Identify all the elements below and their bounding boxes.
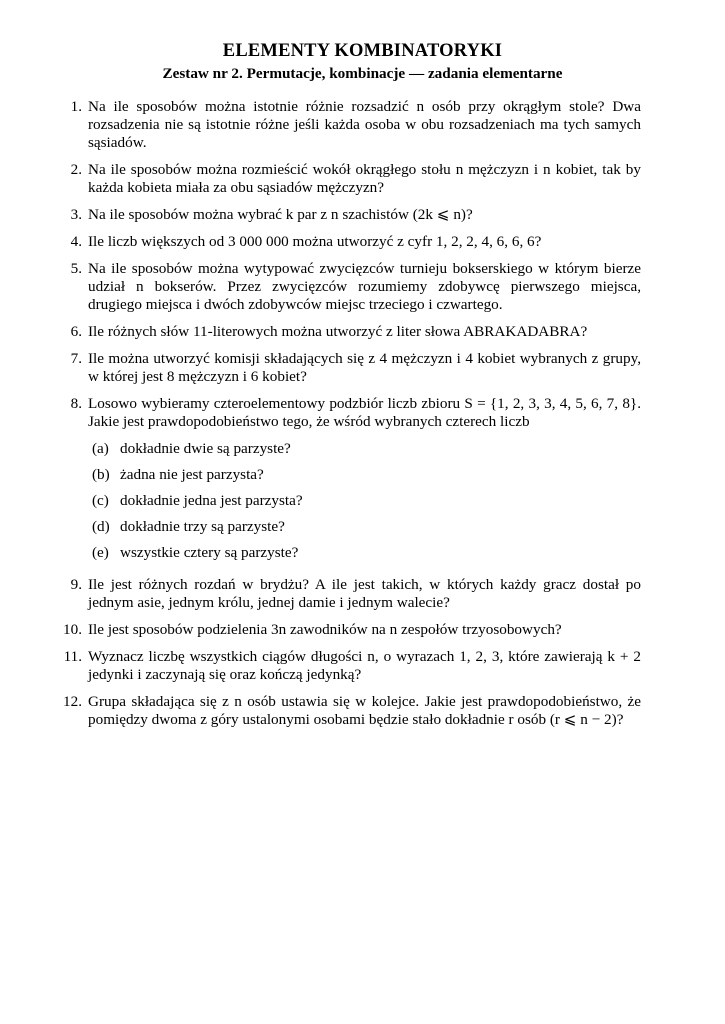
problem-item [0, 621, 641, 639]
subproblem-text: dokładnie jedna jest parzysta? [120, 492, 303, 509]
problem-number: 1. [70, 98, 82, 115]
subproblem-item [0, 544, 620, 562]
problem-text: Ile można utworzyć komisji składających się z 4 mężczyzn i 4 kobiet wybranych z grupy, w której jest 8 mężczyzn i 6 kobiet? [88, 350, 641, 385]
subproblem-text: dokładnie dwie są parzyste? [120, 440, 291, 457]
problem-text: Ile liczb większych od 3 000 000 można utworzyć z cyfr 1, 2, 2, 4, 6, 6, 6? [88, 233, 542, 250]
document-subtitle: Zestaw nr 2. Permutacje, kombinacje — zadania elementarne [162, 65, 563, 82]
problem-item [0, 260, 641, 314]
problem-list [0, 98, 725, 738]
problem-item [0, 161, 641, 197]
subproblem-item [0, 518, 620, 536]
subproblem-text: dokładnie trzy są parzyste? [120, 518, 285, 535]
problem-item [0, 323, 641, 341]
problem-text: Na ile sposobów można wytypować zwycięzców turnieju bokserskiego w którym bierze udział n bokserów. Przez zwycięzców rozumiemy zdobywcę pierwszego miejsca, drugiego miejsca i dwóch zdobywców miejsc trzeciego i czwartego. [88, 260, 641, 313]
problem-text: Ile jest sposobów podzielenia 3n zawodników na n zespołów trzyosobowych? [88, 621, 562, 638]
problem-number: 9. [70, 576, 82, 593]
problem-text: Na ile sposobów można rozmieścić wokół okrągłego stołu n mężczyzn i n kobiet, tak by każda kobieta miała za obu sąsiadów mężczyzn? [88, 161, 641, 196]
problem-number: 5. [70, 260, 82, 277]
problem-number: 7. [70, 350, 82, 367]
problem-text: Ile różnych słów 11-literowych można utworzyć z liter słowa ABRAKADABRA? [88, 323, 588, 340]
problem-item [0, 648, 641, 684]
problem-item [0, 350, 641, 386]
problem-number: 11. [63, 648, 82, 665]
problem-number: 10. [63, 621, 82, 638]
problem-text: Grupa składająca się z n osób ustawia się w kolejce. Jakie jest prawdopodobieństwo, że pomiędzy dwoma z góry ustalonymi osobami będzie stało dokładnie r osób (r ⩽ n − 2)? [88, 693, 641, 728]
problem-number: 2. [70, 161, 82, 178]
subproblem-label: (d) [92, 518, 110, 535]
subproblem-label: (c) [92, 492, 109, 509]
subproblem-text: wszystkie cztery są parzyste? [120, 544, 299, 561]
problem-item [0, 206, 641, 224]
problem-item [0, 395, 641, 431]
problem-text: Ile jest różnych rozdań w brydżu? A ile jest takich, w których każdy gracz dostał po jednym asie, jednym królu, jednej damie i jednym walecie? [88, 576, 641, 611]
problem-number: 8. [70, 395, 82, 412]
problem-number: 4. [70, 233, 82, 250]
subproblem-label: (e) [92, 544, 109, 561]
subproblem-item [0, 492, 620, 510]
problem-text: Na ile sposobów można wybrać k par z n szachistów (2k ⩽ n)? [88, 206, 473, 223]
document-title: ELEMENTY KOMBINATORYKI [222, 41, 503, 61]
problem-item [0, 98, 641, 152]
subproblem-item [0, 466, 620, 484]
subproblem-label: (b) [92, 466, 110, 483]
problem-number: 6. [70, 323, 82, 340]
problem-text: Losowo wybieramy czteroelementowy podzbiór liczb zbioru S = {1, 2, 3, 3, 4, 5, 6, 7, 8}. Jakie jest prawdopodobieństwo tego, że wśród wybranych czterech liczb [88, 395, 641, 430]
subproblem-item [0, 440, 620, 458]
problem-number: 3. [70, 206, 82, 223]
problem-item [0, 693, 641, 729]
problem-text: Wyznacz liczbę wszystkich ciągów długości n, o wyrazach 1, 2, 3, które zawierają k + 2 jedynki i zaczynają się oraz kończą jedynką? [88, 648, 641, 683]
subproblem-label: (a) [92, 440, 109, 457]
problem-item [0, 233, 641, 251]
problem-text: Na ile sposobów można istotnie różnie rozsadzić n osób przy okrągłym stole? Dwa rozsadzenia nie są istotnie różne jeśli każda osoba w obu rozsadzeniach ma tych samych sąsiadów. [88, 98, 641, 151]
problem-item [0, 576, 641, 612]
subproblem-text: żadna nie jest parzysta? [120, 466, 264, 483]
problem-number: 12. [63, 693, 82, 710]
